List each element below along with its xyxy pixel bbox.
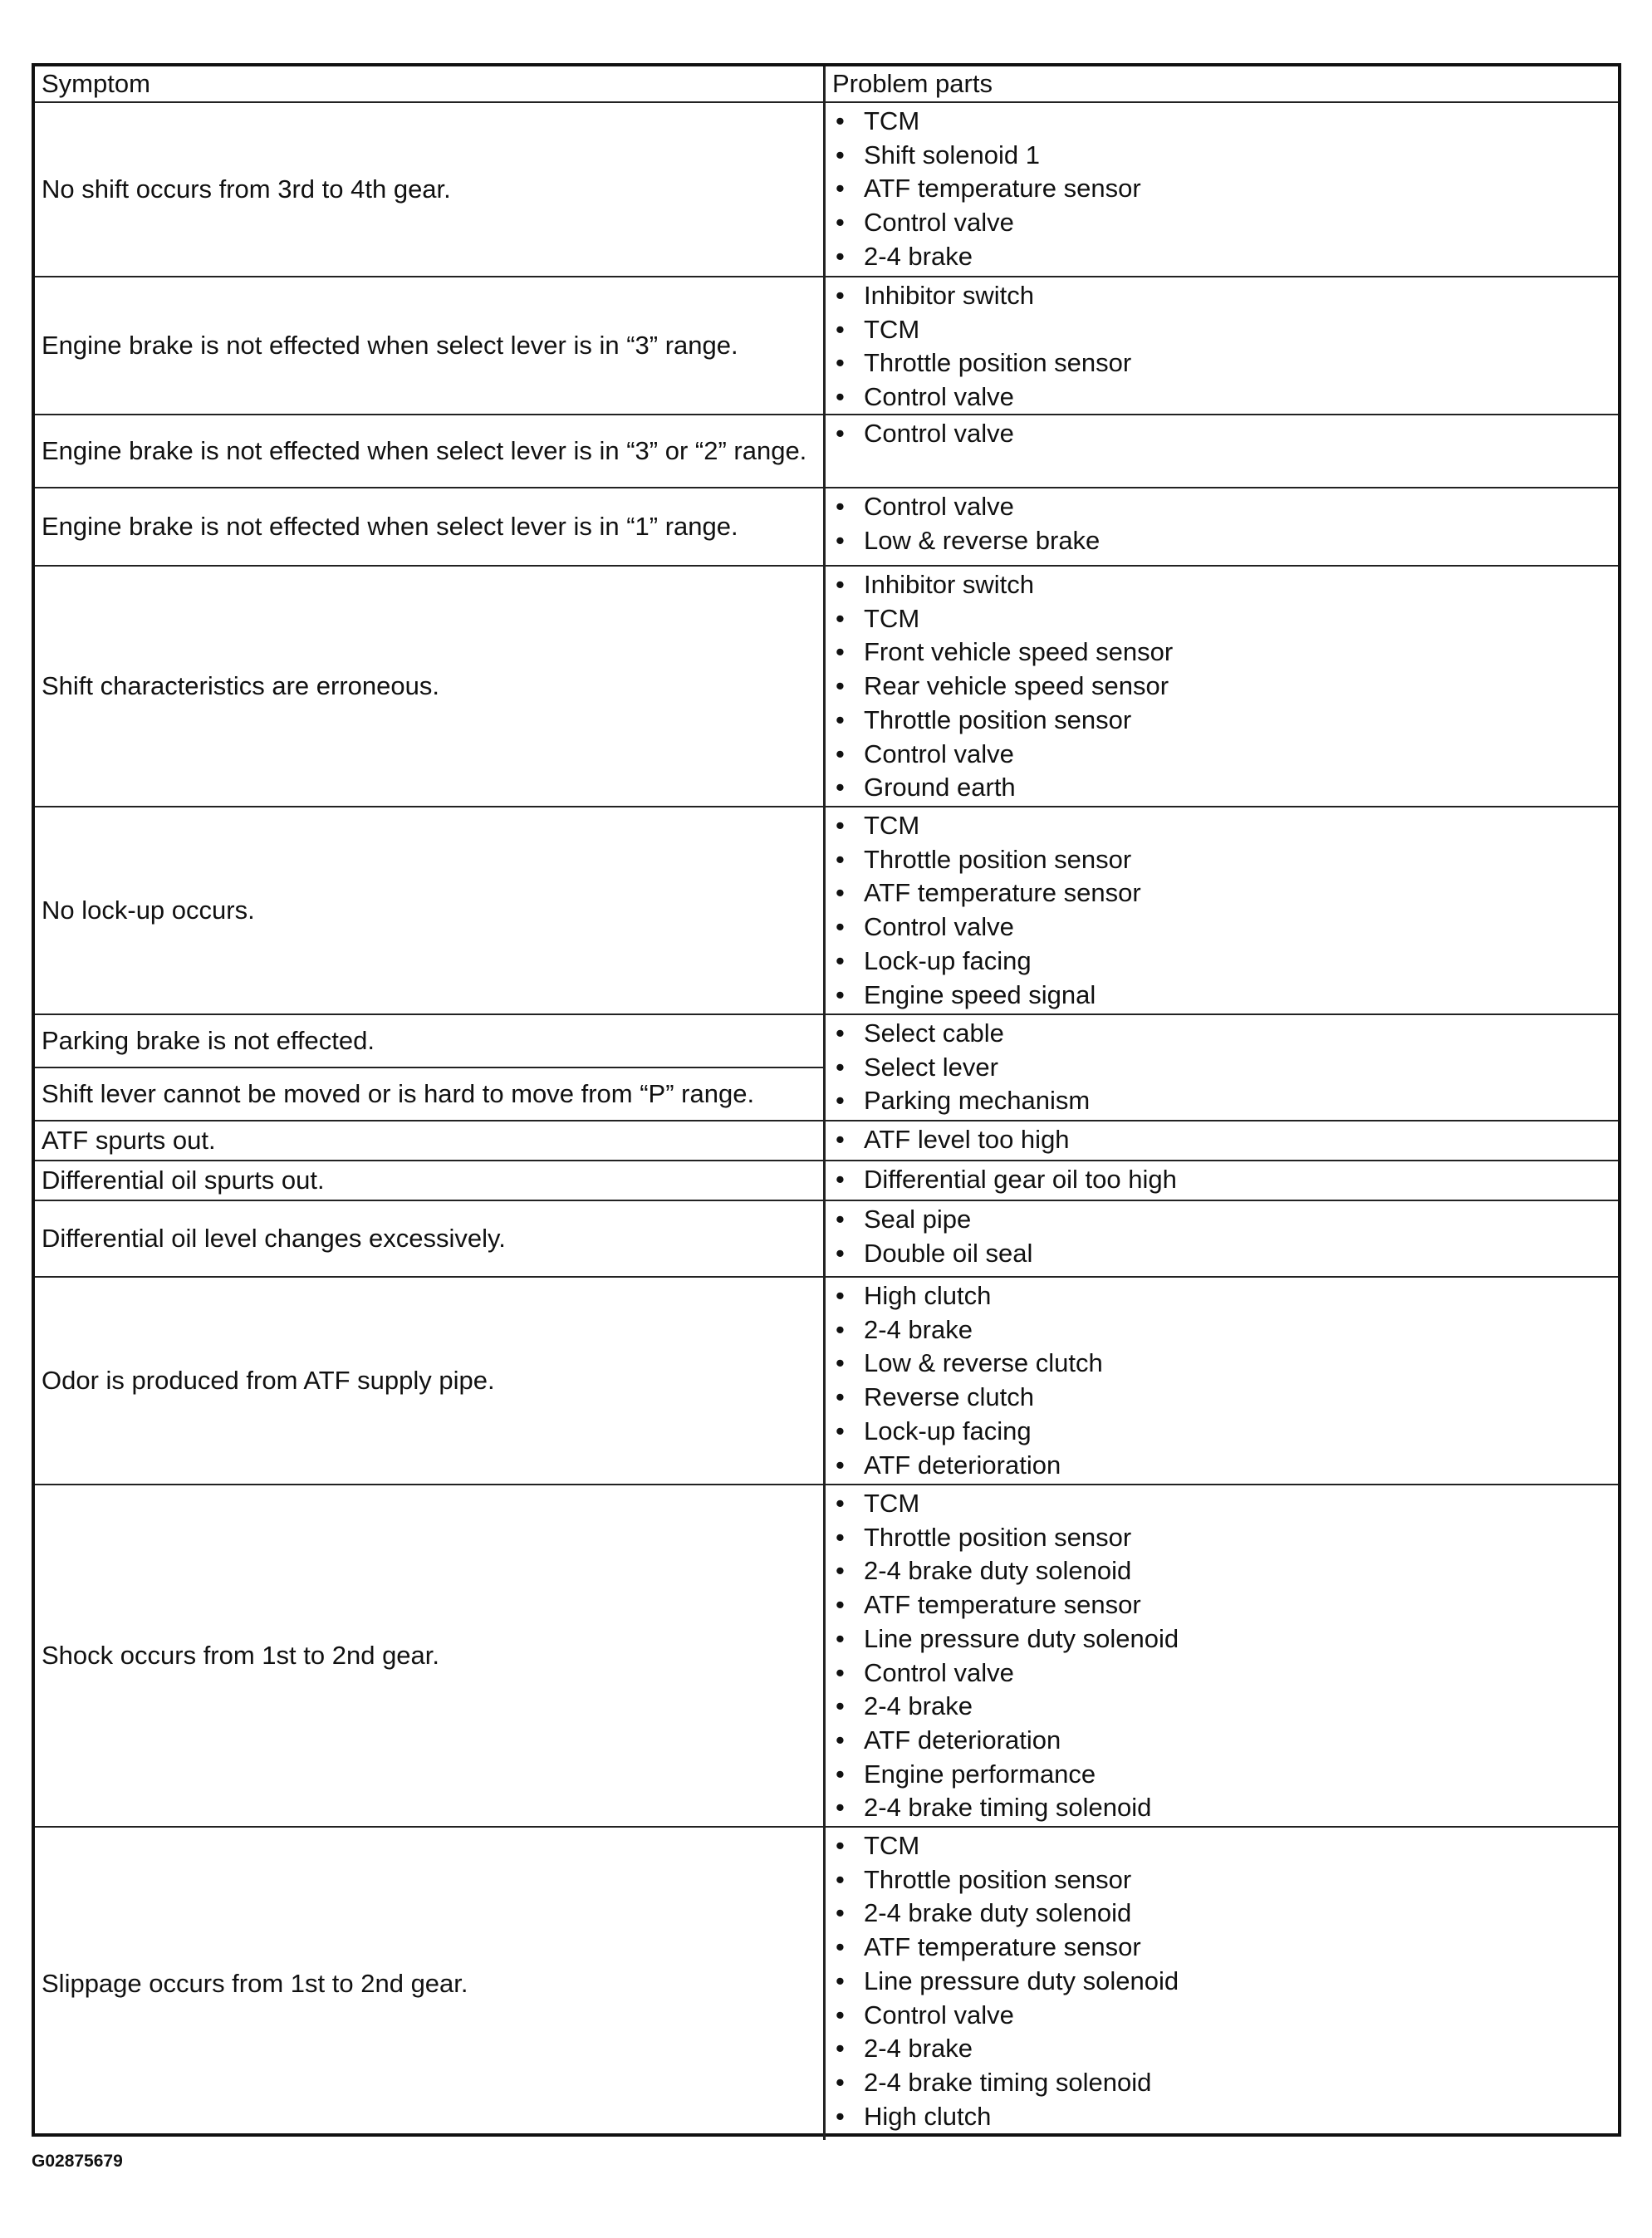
- list-item: [836, 1415, 1608, 1449]
- list-item: [836, 670, 1608, 704]
- problem-parts-list: [836, 1829, 1608, 2133]
- problem-part-text: TCM: [864, 603, 920, 633]
- bullet-icon: •: [836, 208, 845, 238]
- list-item: [836, 524, 1608, 558]
- problem-parts-cell: [826, 277, 1618, 415]
- problem-part-text: ATF temperature sensor: [864, 1932, 1141, 1962]
- problem-part-text: Rear vehicle speed sensor: [864, 671, 1169, 701]
- problem-part-text: Control valve: [864, 382, 1014, 412]
- list-item: [836, 1123, 1608, 1157]
- problem-part-text: Control valve: [864, 1657, 1014, 1687]
- list-item: [836, 1690, 1608, 1724]
- bullet-icon: •: [836, 106, 845, 135]
- bullet-icon: •: [836, 979, 845, 1009]
- list-item: [836, 2066, 1608, 2100]
- problem-part-text: Select cable: [864, 1018, 1004, 1048]
- problem-part-text: Parking mechanism: [864, 1086, 1091, 1116]
- bullet-icon: •: [836, 1793, 845, 1823]
- problem-part-text: 2-4 brake: [864, 1314, 973, 1344]
- bullet-icon: •: [836, 878, 845, 908]
- list-item: [836, 1999, 1608, 2033]
- list-item: [836, 279, 1608, 313]
- figure-id: G02875679: [32, 2152, 123, 2171]
- problem-parts-list: [836, 568, 1608, 805]
- problem-part-text: Lock-up facing: [864, 945, 1032, 975]
- list-item: [836, 1931, 1608, 1965]
- problem-parts-list: [836, 490, 1608, 557]
- problem-part-text: ATF level too high: [864, 1125, 1070, 1154]
- list-item: [836, 568, 1608, 602]
- problem-parts-list: [836, 1487, 1608, 1825]
- list-item: [836, 2032, 1608, 2066]
- symptom-cell: Engine brake is not effected when select lever is in “1” range.: [35, 488, 826, 567]
- symptom-cell: Shift characteristics are erroneous.: [35, 567, 826, 807]
- bullet-icon: •: [836, 140, 845, 169]
- symptom-cell: Parking brake is not effected.: [42, 1026, 375, 1055]
- problem-parts-cell: [826, 567, 1618, 807]
- problem-part-text: Select lever: [864, 1052, 998, 1082]
- bullet-icon: •: [836, 811, 845, 840]
- list-item: [836, 636, 1608, 670]
- symptom-cell: Odor is produced from ATF supply pipe.: [35, 1278, 826, 1485]
- problem-part-text: Low & reverse brake: [864, 525, 1101, 555]
- problem-parts-cell: [826, 415, 1618, 488]
- bullet-icon: •: [836, 1052, 845, 1082]
- problem-part-text: Shift solenoid 1: [864, 140, 1040, 169]
- problem-part-text: Lock-up facing: [864, 1416, 1032, 1445]
- problem-part-text: ATF deterioration: [864, 1725, 1061, 1755]
- problem-part-text: Engine speed signal: [864, 979, 1096, 1009]
- problem-part-text: 2-4 brake duty solenoid: [864, 1898, 1132, 1928]
- problem-parts-cell: [826, 103, 1618, 277]
- problem-part-text: TCM: [864, 811, 920, 840]
- list-item: [836, 843, 1608, 877]
- problem-part-text: Control valve: [864, 739, 1014, 768]
- list-item: [836, 809, 1608, 843]
- list-item: [836, 979, 1608, 1013]
- list-item: [836, 172, 1608, 206]
- problem-part-text: Throttle position sensor: [864, 844, 1132, 874]
- list-item: [836, 313, 1608, 347]
- problem-part-text: Inhibitor switch: [864, 570, 1035, 599]
- bullet-icon: •: [836, 314, 845, 344]
- problem-parts-cell: [826, 488, 1618, 567]
- bullet-icon: •: [836, 525, 845, 555]
- list-item: [836, 1656, 1608, 1691]
- problem-part-text: Control valve: [864, 2000, 1014, 2029]
- bullet-icon: •: [836, 1382, 845, 1412]
- bullet-icon: •: [836, 912, 845, 942]
- problem-part-text: Ground earth: [864, 773, 1016, 802]
- problem-part-text: ATF temperature sensor: [864, 1590, 1141, 1620]
- list-item: [836, 240, 1608, 274]
- bullet-icon: •: [836, 603, 845, 633]
- list-item: [836, 139, 1608, 173]
- list-item: [836, 1622, 1608, 1656]
- problem-part-text: TCM: [864, 1489, 920, 1518]
- header-problem-parts: Problem parts: [826, 66, 1618, 103]
- problem-part-text: Control valve: [864, 419, 1014, 448]
- problem-part-text: TCM: [864, 1831, 920, 1860]
- problem-part-text: Throttle position sensor: [864, 1864, 1132, 1894]
- list-item: [836, 1347, 1608, 1381]
- list-item: [836, 704, 1608, 738]
- problem-parts-cell: [826, 1015, 1618, 1121]
- list-item: [836, 1381, 1608, 1415]
- problem-part-text: Seal pipe: [864, 1205, 972, 1234]
- problem-parts-cell: [826, 1485, 1618, 1828]
- bullet-icon: •: [836, 1831, 845, 1860]
- problem-part-text: Control valve: [864, 912, 1014, 942]
- list-item: [836, 2100, 1608, 2134]
- list-item: [836, 1279, 1608, 1313]
- problem-part-text: Control valve: [864, 492, 1014, 521]
- bullet-icon: •: [836, 2101, 845, 2131]
- problem-part-text: High clutch: [864, 2101, 992, 2131]
- symptom-cell: Slippage occurs from 1st to 2nd gear.: [35, 1828, 826, 2140]
- list-item: [836, 602, 1608, 636]
- symptom-cell: Differential oil level changes excessively.: [35, 1201, 826, 1278]
- problem-part-text: Engine performance: [864, 1759, 1096, 1789]
- bullet-icon: •: [836, 704, 845, 734]
- problem-part-text: ATF temperature sensor: [864, 174, 1141, 204]
- bullet-icon: •: [836, 2067, 845, 2097]
- list-item: [836, 1863, 1608, 1897]
- list-item: [836, 1758, 1608, 1792]
- symptom-cell: Shock occurs from 1st to 2nd gear.: [35, 1485, 826, 1828]
- bullet-icon: •: [836, 281, 845, 310]
- problem-part-text: Inhibitor switch: [864, 281, 1035, 310]
- symptom-table: [32, 63, 1621, 2137]
- symptom-cell-group: [35, 1015, 826, 1121]
- bullet-icon: •: [836, 348, 845, 378]
- bullet-icon: •: [836, 1759, 845, 1789]
- problem-part-text: 2-4 brake timing solenoid: [864, 2067, 1152, 2097]
- bullet-icon: •: [836, 419, 845, 448]
- bullet-icon: •: [836, 241, 845, 271]
- bullet-icon: •: [836, 1556, 845, 1586]
- bullet-icon: •: [836, 1165, 845, 1194]
- bullet-icon: •: [836, 570, 845, 599]
- problem-part-text: High clutch: [864, 1281, 992, 1310]
- list-item: [836, 1829, 1608, 1863]
- problem-part-text: 2-4 brake: [864, 2034, 973, 2064]
- problem-part-text: TCM: [864, 106, 920, 135]
- list-item: [836, 417, 1608, 451]
- bullet-icon: •: [836, 1489, 845, 1518]
- bullet-icon: •: [836, 844, 845, 874]
- list-item: [836, 1203, 1608, 1237]
- symptom-cell: No shift occurs from 3rd to 4th gear.: [35, 103, 826, 277]
- list-item: [836, 1084, 1608, 1118]
- problem-parts-cell: [826, 1828, 1618, 2140]
- problem-parts-cell: [826, 1201, 1618, 1278]
- problem-part-text: ATF temperature sensor: [864, 878, 1141, 908]
- list-item: [836, 910, 1608, 945]
- problem-part-text: Low & reverse clutch: [864, 1348, 1103, 1378]
- list-item: [836, 1724, 1608, 1758]
- header-symptom: Symptom: [35, 66, 826, 103]
- symptom-cell: Engine brake is not effected when select lever is in “3” or “2” range.: [35, 415, 826, 488]
- bullet-icon: •: [836, 1348, 845, 1378]
- list-item: [836, 771, 1608, 805]
- problem-part-text: Line pressure duty solenoid: [864, 1623, 1179, 1653]
- bullet-icon: •: [836, 2000, 845, 2029]
- problem-part-text: Reverse clutch: [864, 1382, 1035, 1412]
- bullet-icon: •: [836, 1522, 845, 1552]
- list-item: [836, 1487, 1608, 1521]
- bullet-icon: •: [836, 1898, 845, 1928]
- problem-part-text: Line pressure duty solenoid: [864, 1966, 1179, 1995]
- bullet-icon: •: [836, 1932, 845, 1962]
- problem-part-text: Differential gear oil too high: [864, 1165, 1177, 1194]
- bullet-icon: •: [836, 1450, 845, 1480]
- problem-parts-list: [836, 1017, 1608, 1118]
- list-item: [836, 1449, 1608, 1483]
- bullet-icon: •: [836, 1725, 845, 1755]
- problem-parts-cell: [826, 807, 1618, 1015]
- list-item: [836, 490, 1608, 524]
- bullet-icon: •: [836, 1623, 845, 1653]
- list-item: [836, 1051, 1608, 1085]
- list-item: [836, 1017, 1608, 1051]
- bullet-icon: •: [836, 1125, 845, 1154]
- problem-parts-list: [836, 1279, 1608, 1482]
- bullet-icon: •: [836, 1864, 845, 1894]
- symptom-cell: Shift lever cannot be moved or is hard to move from “P” range.: [35, 1067, 823, 1120]
- problem-part-text: 2-4 brake timing solenoid: [864, 1793, 1152, 1823]
- list-item: [836, 1313, 1608, 1347]
- problem-parts-cell: [826, 1161, 1618, 1201]
- bullet-icon: •: [836, 1238, 845, 1268]
- list-item: [836, 1237, 1608, 1271]
- list-item: [836, 1163, 1608, 1197]
- bullet-icon: •: [836, 1205, 845, 1234]
- problem-part-text: 2-4 brake duty solenoid: [864, 1556, 1132, 1586]
- list-item: [836, 738, 1608, 772]
- bullet-icon: •: [836, 739, 845, 768]
- problem-parts-cell: [826, 1121, 1618, 1161]
- symptom-cell: ATF spurts out.: [35, 1121, 826, 1161]
- list-item: [836, 380, 1608, 415]
- list-item: [836, 1791, 1608, 1825]
- list-item: [836, 206, 1608, 240]
- list-item: [836, 1521, 1608, 1555]
- bullet-icon: •: [836, 637, 845, 667]
- symptom-cell: Differential oil spurts out.: [35, 1161, 826, 1201]
- bullet-icon: •: [836, 1416, 845, 1445]
- bullet-icon: •: [836, 1086, 845, 1116]
- list-item: [836, 1588, 1608, 1622]
- problem-part-text: Throttle position sensor: [864, 348, 1132, 378]
- list-item: [836, 1554, 1608, 1588]
- bullet-icon: •: [836, 492, 845, 521]
- list-item: [836, 105, 1608, 139]
- list-item: [836, 1965, 1608, 1999]
- bullet-icon: •: [836, 773, 845, 802]
- problem-part-text: Double oil seal: [864, 1238, 1033, 1268]
- list-item: [836, 1897, 1608, 1931]
- bullet-icon: •: [836, 1966, 845, 1995]
- bullet-icon: •: [836, 382, 845, 412]
- bullet-icon: •: [836, 2034, 845, 2064]
- problem-parts-list: [836, 1203, 1608, 1270]
- bullet-icon: •: [836, 671, 845, 701]
- bullet-icon: •: [836, 945, 845, 975]
- problem-part-text: Front vehicle speed sensor: [864, 637, 1174, 667]
- symptom-cell: Engine brake is not effected when select lever is in “3” range.: [35, 277, 826, 415]
- bullet-icon: •: [836, 174, 845, 204]
- problem-part-text: Throttle position sensor: [864, 704, 1132, 734]
- list-item: [836, 346, 1608, 380]
- bullet-icon: •: [836, 1691, 845, 1721]
- bullet-icon: •: [836, 1281, 845, 1310]
- bullet-icon: •: [836, 1314, 845, 1344]
- symptom-cell: No lock-up occurs.: [35, 807, 826, 1015]
- problem-parts-list: [836, 105, 1608, 274]
- problem-parts-list: [836, 1123, 1608, 1157]
- bullet-icon: •: [836, 1018, 845, 1048]
- problem-part-text: Control valve: [864, 208, 1014, 238]
- problem-part-text: TCM: [864, 314, 920, 344]
- problem-part-text: 2-4 brake: [864, 1691, 973, 1721]
- list-item: [836, 876, 1608, 910]
- problem-parts-cell: [826, 1278, 1618, 1485]
- problem-parts-list: [836, 1163, 1608, 1197]
- problem-part-text: ATF deterioration: [864, 1450, 1061, 1480]
- bullet-icon: •: [836, 1657, 845, 1687]
- problem-parts-list: [836, 809, 1608, 1012]
- problem-part-text: Throttle position sensor: [864, 1522, 1132, 1552]
- problem-part-text: 2-4 brake: [864, 241, 973, 271]
- problem-parts-list: [836, 417, 1608, 451]
- bullet-icon: •: [836, 1590, 845, 1620]
- problem-parts-list: [836, 279, 1608, 415]
- list-item: [836, 945, 1608, 979]
